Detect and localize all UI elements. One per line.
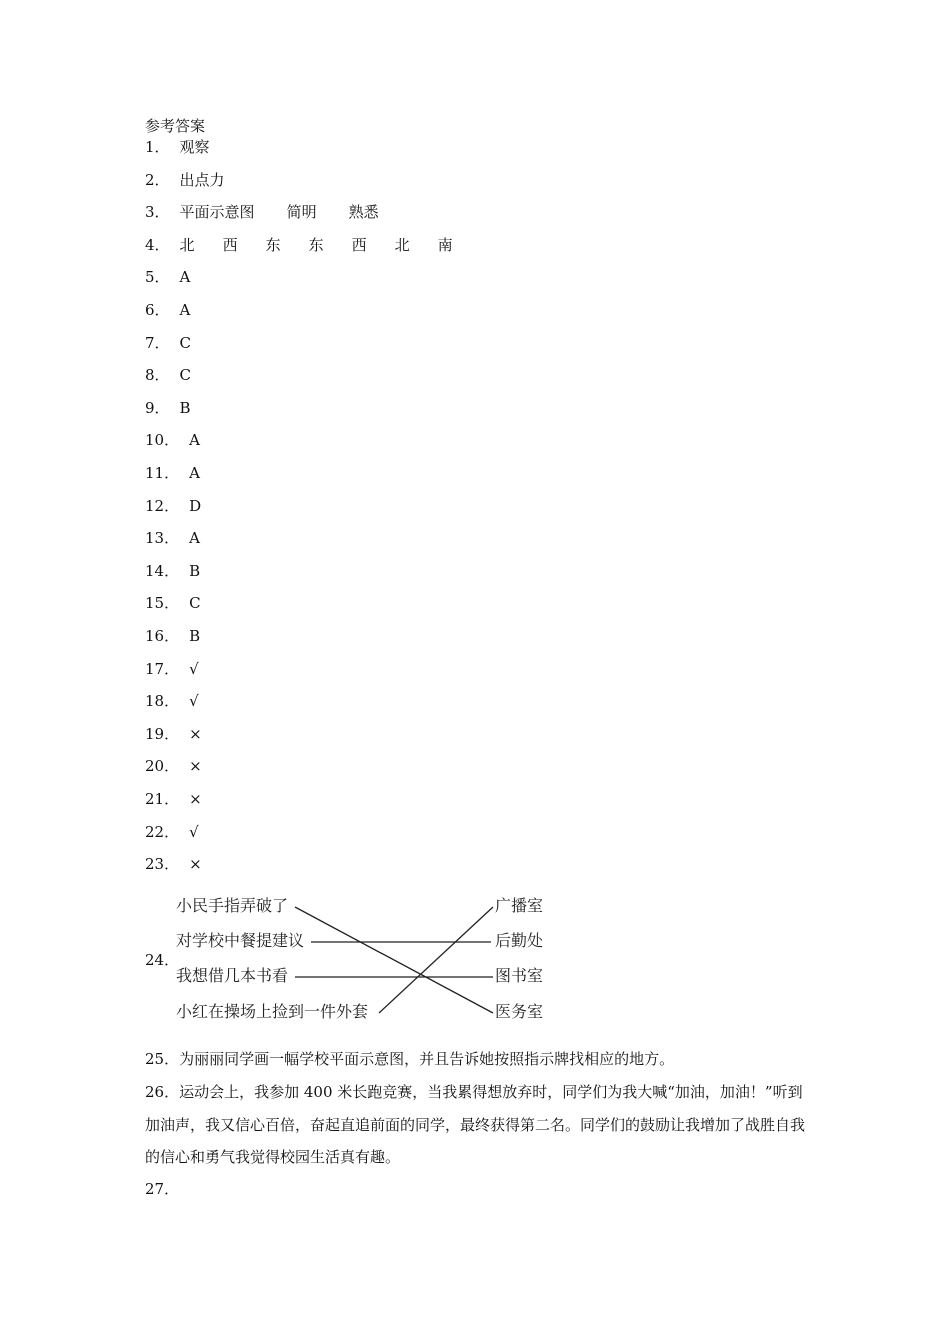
question-number: 9． xyxy=(145,398,170,417)
answer-value xyxy=(180,137,210,157)
question-number: 8． xyxy=(145,366,170,385)
answer-part: √ xyxy=(189,692,199,711)
answer-line xyxy=(145,659,199,679)
answer-value xyxy=(180,300,191,320)
question-number: 6． xyxy=(145,301,170,319)
answer-part: C xyxy=(179,366,192,385)
answer-value xyxy=(189,561,200,581)
answer-26 xyxy=(145,1076,813,1174)
question-number: 20． xyxy=(145,757,180,776)
answer-25 xyxy=(145,1043,813,1076)
answer-line xyxy=(145,854,202,874)
answer-part: 南 xyxy=(437,235,453,254)
question-number: 24． xyxy=(145,951,180,969)
answer-part: D xyxy=(189,496,202,515)
answer-value xyxy=(189,789,202,809)
matching-right-item: 图书室 xyxy=(495,966,544,985)
answer-part: 东 xyxy=(308,235,324,254)
answer-value xyxy=(189,659,199,679)
answer-part: B xyxy=(179,398,191,417)
answer-part: × xyxy=(189,855,202,874)
answer-value xyxy=(189,496,201,516)
matching-connector-line xyxy=(295,907,493,1013)
answer-value xyxy=(189,463,200,483)
answer-text: 为丽丽同学画一幅学校平面示意图，并且告诉她按照指示牌找相应的地方。 xyxy=(179,1050,675,1068)
question-number: 19． xyxy=(145,724,180,743)
answer-value xyxy=(180,365,191,385)
answer-value xyxy=(180,398,191,418)
answer-line xyxy=(145,398,191,418)
answer-part: A xyxy=(179,301,191,319)
answer-part: 西 xyxy=(351,235,367,254)
answer-text: 运动会上，我参加 400 米长跑竞赛，当我累得想放弃时，同学们为我大喊“加油，加油！”听到加油声，我又信心百倍，奋起直追前面的同学，最终获得第二名。同学们的鼓励让我增加了战胜自我的信心和勇气我觉得校园生活真有趣。 xyxy=(145,1083,806,1166)
answer-value xyxy=(189,854,202,874)
answer-line xyxy=(145,593,201,613)
answer-line xyxy=(145,561,200,581)
answer-value xyxy=(180,333,191,353)
answer-line xyxy=(145,267,190,287)
answer-part: × xyxy=(189,757,202,776)
answer-part: A xyxy=(189,464,200,482)
question-number: 4． xyxy=(145,235,170,254)
answer-line xyxy=(145,691,199,711)
answer-line xyxy=(145,496,201,516)
answer-value xyxy=(189,822,199,842)
answer-line xyxy=(145,430,200,450)
answer-line xyxy=(145,137,210,157)
answer-value xyxy=(189,593,200,613)
answer-part: B xyxy=(189,627,201,645)
answer-part: A xyxy=(189,431,200,450)
answer-line xyxy=(145,756,202,776)
question-number: 15． xyxy=(145,594,180,613)
answer-value xyxy=(180,170,225,190)
question-number: 7． xyxy=(145,333,170,352)
matching-left-item: 对学校中餐提建议 xyxy=(176,931,305,950)
question-number: 5． xyxy=(145,268,170,287)
answer-line xyxy=(145,235,453,255)
answer-part: A xyxy=(189,529,200,548)
matching-question-24 xyxy=(145,888,565,1030)
answer-part: × xyxy=(189,724,202,743)
answer-line xyxy=(145,170,225,190)
answer-line xyxy=(145,626,200,646)
answer-part: 西 xyxy=(222,235,238,254)
matching-left-item: 我想借几本书看 xyxy=(176,966,289,985)
answer-value xyxy=(189,756,202,776)
answer-part: √ xyxy=(189,659,199,678)
matching-left-item: 小红在操场上捡到一件外套 xyxy=(176,1002,369,1021)
question-number: 26． xyxy=(145,1083,180,1101)
answer-part: B xyxy=(189,561,201,580)
matching-connector-line xyxy=(379,907,493,1013)
answer-part: 北 xyxy=(394,235,410,254)
answer-value xyxy=(180,202,379,222)
question-number: 16． xyxy=(145,627,180,645)
answer-part: 出点力 xyxy=(179,170,225,189)
question-number: 23． xyxy=(145,855,180,874)
answer-part: 平面示意图 xyxy=(179,203,255,222)
question-number: 14． xyxy=(145,561,180,580)
question-number: 11． xyxy=(145,464,180,482)
answer-line xyxy=(145,822,199,842)
answer-line xyxy=(145,724,202,744)
answer-27 xyxy=(145,1173,813,1206)
question-number: 3． xyxy=(145,203,170,222)
question-number: 21． xyxy=(145,790,180,808)
matching-left-item: 小民手指弄破了 xyxy=(176,896,289,915)
matching-right-item: 后勤处 xyxy=(495,931,544,950)
answer-value xyxy=(189,528,200,548)
answer-value xyxy=(189,430,200,450)
question-number: 18． xyxy=(145,692,180,711)
answer-value xyxy=(189,691,199,711)
answer-part: C xyxy=(179,333,192,352)
question-number: 2． xyxy=(145,170,170,189)
question-number: 22． xyxy=(145,822,180,841)
answer-part: 东 xyxy=(265,235,281,254)
question-number: 17． xyxy=(145,659,180,678)
answer-key-heading: 参考答案 xyxy=(145,117,206,135)
matching-right-item: 广播室 xyxy=(495,896,544,915)
question-number: 27． xyxy=(145,1180,180,1198)
answer-part: A xyxy=(179,268,191,287)
answer-value xyxy=(189,724,202,744)
answer-line xyxy=(145,202,379,222)
answer-value xyxy=(189,626,200,646)
answer-part: 观察 xyxy=(179,138,210,156)
answer-part: 北 xyxy=(179,235,195,254)
question-number: 25． xyxy=(145,1050,180,1068)
answer-part: √ xyxy=(189,822,199,841)
question-number: 10． xyxy=(145,431,180,450)
answer-line xyxy=(145,365,191,385)
question-number: 1． xyxy=(145,138,170,156)
question-number: 12． xyxy=(145,496,180,515)
answer-value xyxy=(180,267,191,287)
answer-line xyxy=(145,789,202,809)
answer-line xyxy=(145,463,200,483)
question-number: 13． xyxy=(145,529,180,548)
answer-part: 熟悉 xyxy=(348,203,379,222)
answer-value xyxy=(180,235,453,255)
answer-part: × xyxy=(189,790,202,808)
answer-line xyxy=(145,300,190,320)
answer-line xyxy=(145,528,200,548)
matching-right-item: 医务室 xyxy=(495,1002,544,1021)
answer-part: C xyxy=(189,594,201,613)
answer-line xyxy=(145,333,191,353)
answer-part: 简明 xyxy=(286,203,317,222)
